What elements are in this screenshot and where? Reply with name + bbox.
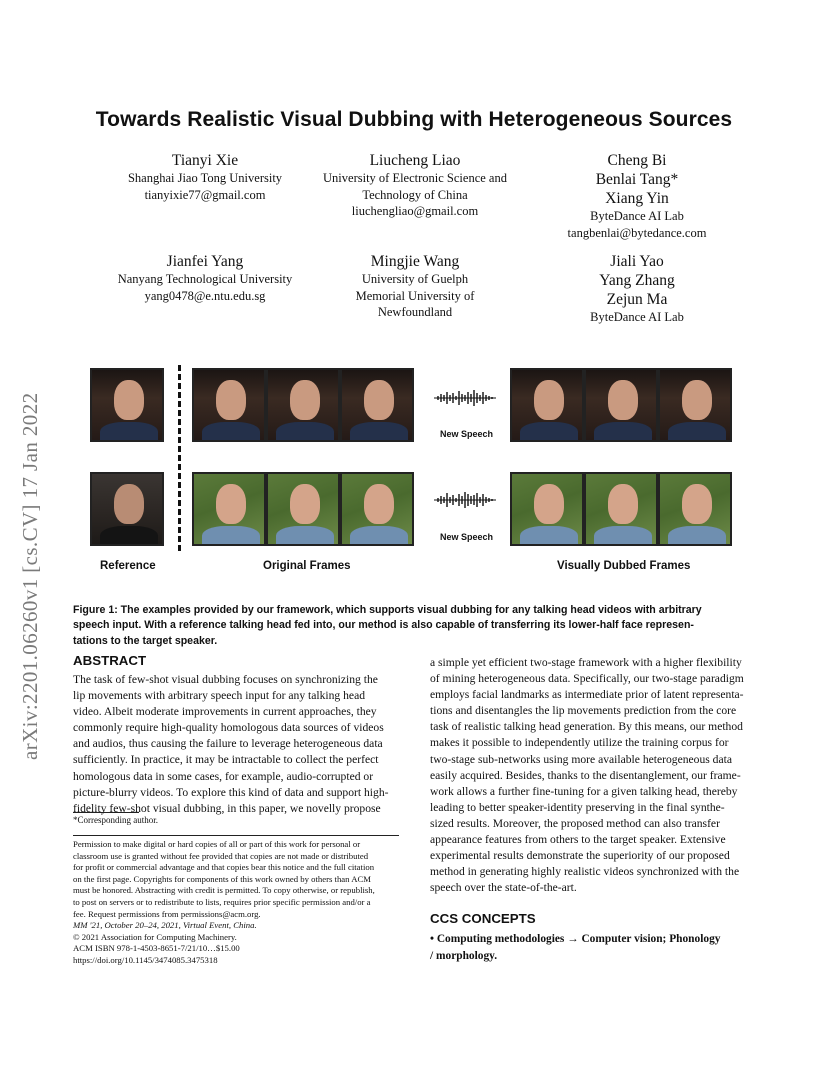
author-name: Tianyi Xie: [171, 152, 239, 169]
ccs-line: • Computing methodologies → Computer vision; Phonology: [430, 933, 721, 945]
author-name: Benlai Tang*: [595, 171, 679, 188]
dubbed-frame: [658, 472, 732, 546]
label-dubbed-frames: Visually Dubbed Frames: [557, 560, 691, 572]
dubbed-frame: [658, 368, 732, 442]
author-affiliation: ByteDance AI Lab: [590, 310, 684, 324]
reference-frame-1: [90, 368, 164, 442]
caption-line: speech input. With a reference talking head fed into, our method is also capable of transferring its lower-half face represen-: [73, 619, 694, 632]
author-block-4: [95, 252, 315, 304]
author-name: Jiali Yao: [610, 253, 664, 270]
author-name: Xiang Yin: [605, 190, 669, 207]
author-affiliation: University of Electronic Science and: [323, 171, 507, 185]
author-block-6: [527, 252, 747, 326]
permission-block: Permission to make digital or hard copies of all or part of this work for personal or classroom use is granted without fee provided that copies are not made or distributed for profit or commercial advantage and that copies bear this notice and the full citation on the first page. Copyrights for components of this work owned by others than ACM must be honored. Abstracting with credit is permitted. To copy otherwise, or republish, to post on servers or to redistribute to lists, requires prior specific permission and/or a fee. Request permissions from permissions@acm.org. MM '21, October 20–24, 2021, Virtual Event, China. © 2021 Association for Computing Machinery. ACM ISBN 978-1-4503-8651-7/21/10…$15.00 https://doi.org/10.1145/3474085.3475318: [73, 839, 399, 967]
author-affiliation: ByteDance AI Lab: [590, 209, 684, 223]
abstract-left-column: The task of few-shot visual dubbing focuses on synchronizing the lip movements with arbitrary speech input for any talking head video. Albeit moderate improvements in current approaches, they commonly require high-quality homologous data sources of videos and audios, thus causing the failure to leverage heterogeneous data sufficiently. In practice, it may be intractable to collect the perfect homologous data in some cases, for example, audio-corrupted or picture-blurry videos. To explore this kind of data and support high- fidelity few-shot visual dubbing, in this paper, we novelly propose: [73, 673, 389, 815]
author-block-3: [527, 151, 747, 241]
author-name: Yang Zhang: [599, 272, 675, 289]
original-frame: [266, 472, 340, 546]
new-speech-label: New Speech: [440, 532, 494, 542]
author-affiliation: Technology of China: [362, 187, 468, 202]
audio-waveform-icon: [434, 491, 496, 509]
author-name: Mingjie Wang: [370, 253, 460, 270]
footnote-rule: [73, 812, 139, 813]
author-name: Jianfei Yang: [166, 253, 244, 270]
new-speech-label: New Speech: [440, 429, 494, 439]
doi-link[interactable]: https://doi.org/10.1145/3474085.3475318: [73, 954, 218, 965]
author-affiliation: Memorial University of: [355, 288, 475, 303]
original-frame: [192, 472, 266, 546]
author-email: tangbenlai@bytedance.com: [567, 225, 707, 240]
reference-frame-2: [90, 472, 164, 546]
author-affiliation: Nanyang Technological University: [117, 272, 293, 286]
author-email: liuchengliao@gmail.com: [351, 204, 479, 218]
author-block-1: [95, 151, 315, 203]
abstract-heading: ABSTRACT: [73, 653, 147, 668]
ccs-concepts: [430, 931, 756, 965]
dubbed-frame: [584, 368, 658, 442]
author-email: tianyixie77@gmail.com: [144, 187, 266, 202]
divider-dashed-line: [178, 365, 181, 551]
permission-rule: [73, 835, 399, 836]
original-frame: [266, 368, 340, 442]
caption-line: tations to the target speaker.: [73, 634, 218, 647]
caption-line: Figure 1: The examples provided by our framework, which supports visual dubbing for any talking head videos with arbitrary: [73, 604, 702, 616]
author-affiliation: Newfoundland: [377, 305, 453, 319]
dubbed-frame: [584, 472, 658, 546]
audio-waveform-icon: [434, 389, 496, 407]
label-original-frames: Original Frames: [263, 560, 351, 572]
author-name: Zejun Ma: [606, 291, 668, 308]
original-frame: [192, 368, 266, 442]
paper-title: Towards Realistic Visual Dubbing with Heterogeneous Sources: [95, 108, 733, 131]
author-name: Cheng Bi: [607, 152, 667, 169]
author-name: Liucheng Liao: [369, 152, 461, 169]
abstract-right-column: a simple yet efficient two-stage framework with a higher flexibility of mining heterogeneous data. Specifically, our two-stage paradigm employs facial landmarks as intermediate prior of latent representa- tions and disentangles the lip movements prediction from the core task of realistic talking head generation. By this means, our method makes it possible to independently utilize the training corpus for two-stage sub-networks using more available heterogeneous data easily acquired. Besides, thanks to the disentanglement, our frame- work allows a further fine-tuning for a given talking head, thereby leading to better speaker-identity preserving in the final synthe- sized results. Moreover, the proposed method can also transfer appearance features from others to the target speaker. Extensive experimental results demonstrate the superiority of our proposed method in generating highly realistic videos synchronized with the speech over the state-of-the-art.: [430, 656, 744, 895]
footnote-corresponding: *Corresponding author.: [73, 815, 158, 825]
author-affiliation: University of Guelph: [361, 272, 469, 286]
figure-caption: [73, 603, 758, 649]
label-reference: Reference: [100, 560, 156, 572]
arxiv-stamp: arXiv:2201.06260v1 [cs.CV] 17 Jan 2022: [18, 392, 42, 760]
original-frame: [340, 472, 414, 546]
author-block-5: [305, 252, 525, 321]
ccs-heading: CCS CONCEPTS: [430, 911, 536, 926]
figure-1: [90, 365, 740, 585]
ccs-line: / morphology.: [430, 950, 498, 962]
dubbed-frame: [510, 368, 584, 442]
author-affiliation: Shanghai Jiao Tong University: [127, 171, 283, 185]
original-frame: [340, 368, 414, 442]
author-email: yang0478@e.ntu.edu.sg: [144, 288, 266, 303]
dubbed-frame: [510, 472, 584, 546]
author-block-2: [305, 151, 525, 220]
